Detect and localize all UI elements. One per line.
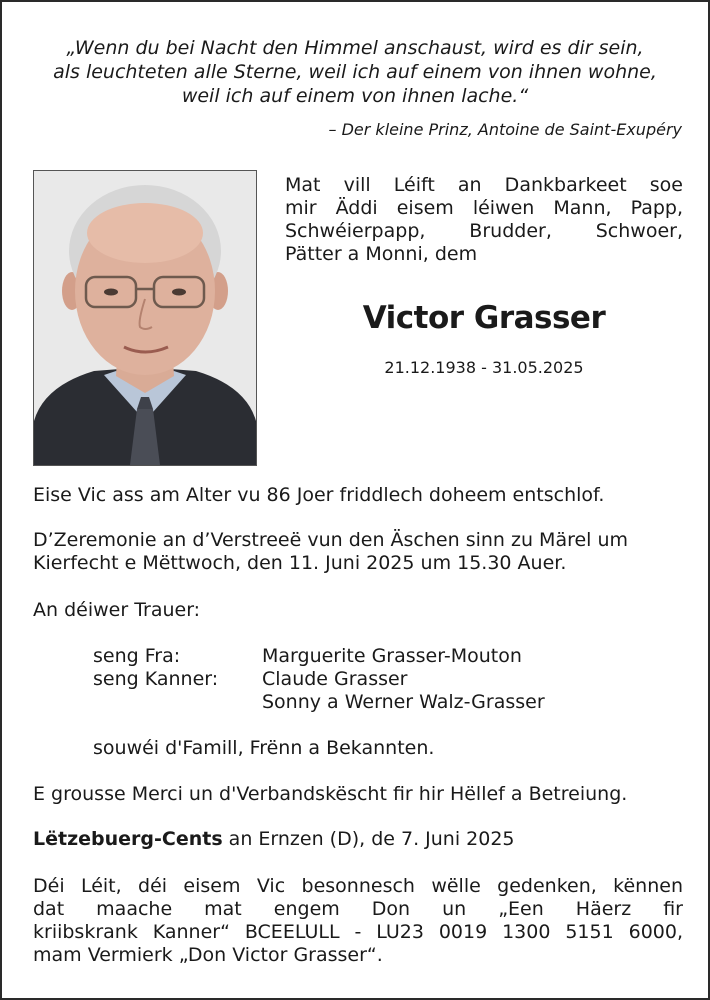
- family-text: souwéi d'Famill, Frënn a Bekannten.: [93, 737, 435, 759]
- mourner-role: seng Kanner:: [93, 668, 219, 690]
- place-date-rest: an Ernzen (D), de 7. Juni 2025: [222, 828, 515, 850]
- mourner-names: Claude Grasser: [262, 668, 408, 690]
- quote-attribution: – Der kleine Prinz, Antoine de Saint-Exupéry: [328, 120, 682, 139]
- intro-line: Mat vill Léift an Dankbarkeet soe: [285, 174, 683, 196]
- mourner-names: Marguerite Grasser-Mouton: [262, 645, 522, 667]
- mourners-list: [93, 645, 545, 714]
- mourner-role: [93, 691, 262, 714]
- portrait-photo: [33, 170, 257, 466]
- mourner-row: [93, 668, 545, 691]
- mourner-names: Sonny a Werner Walz-Grasser: [262, 691, 545, 713]
- intro-line: Schwéierpapp, Brudder, Schwoer,: [285, 220, 683, 242]
- thanks-text: E grousse Merci un d'Verbandskëscht fir hir Hëllef a Betreiung.: [33, 783, 628, 805]
- deceased-name: Victor Grasser: [362, 300, 606, 336]
- intro-line: mir Äddi eisem léiwen Mann, Papp,: [285, 197, 683, 219]
- portrait-illustration: [34, 171, 256, 465]
- life-dates: 21.12.1938 - 31.05.2025: [384, 358, 584, 377]
- quote: [22, 36, 688, 108]
- quote-line: weil ich auf einem von ihnen lache.“: [181, 85, 529, 107]
- donation-line: mam Vermierk „Don Victor Grasser“.: [33, 944, 383, 966]
- donation-line: Déi Léit, déi eisem Vic besonnesch wëlle gedenken, kënnen: [33, 875, 683, 897]
- intro-text: [285, 174, 683, 266]
- mourners-heading: An déiwer Trauer:: [33, 599, 201, 621]
- ceremony-text: [33, 529, 628, 575]
- passing-text: Eise Vic ass am Alter vu 86 Joer friddlech doheem entschlof.: [33, 484, 605, 506]
- donation-line: kriibskrank Kanner“ BCEELULL - LU23 0019 1300 5151 6000,: [33, 921, 683, 943]
- intro-line: Pätter a Monni, dem: [285, 243, 478, 265]
- mourner-row: [93, 691, 545, 714]
- place-date: [33, 828, 515, 851]
- mourner-role: seng Fra:: [93, 645, 181, 667]
- mourner-row: [93, 645, 545, 668]
- ceremony-line: D’Zeremonie an d’Verstreeë vun den Äschen sinn zu Märel um: [33, 529, 629, 551]
- quote-line: als leuchteten alle Sterne, weil ich auf einem von ihnen wohne,: [53, 61, 657, 83]
- donation-line: dat maache mat engem Don un „Een Häerz fir: [33, 898, 683, 920]
- donation-text: [33, 875, 683, 967]
- ceremony-line: Kierfecht e Mëttwoch, den 11. Juni 2025 um 15.30 Auer.: [33, 552, 567, 574]
- place-name: Lëtzebuerg-Cents: [33, 828, 223, 850]
- quote-line: „Wenn du bei Nacht den Himmel anschaust, wird es dir sein,: [66, 37, 644, 59]
